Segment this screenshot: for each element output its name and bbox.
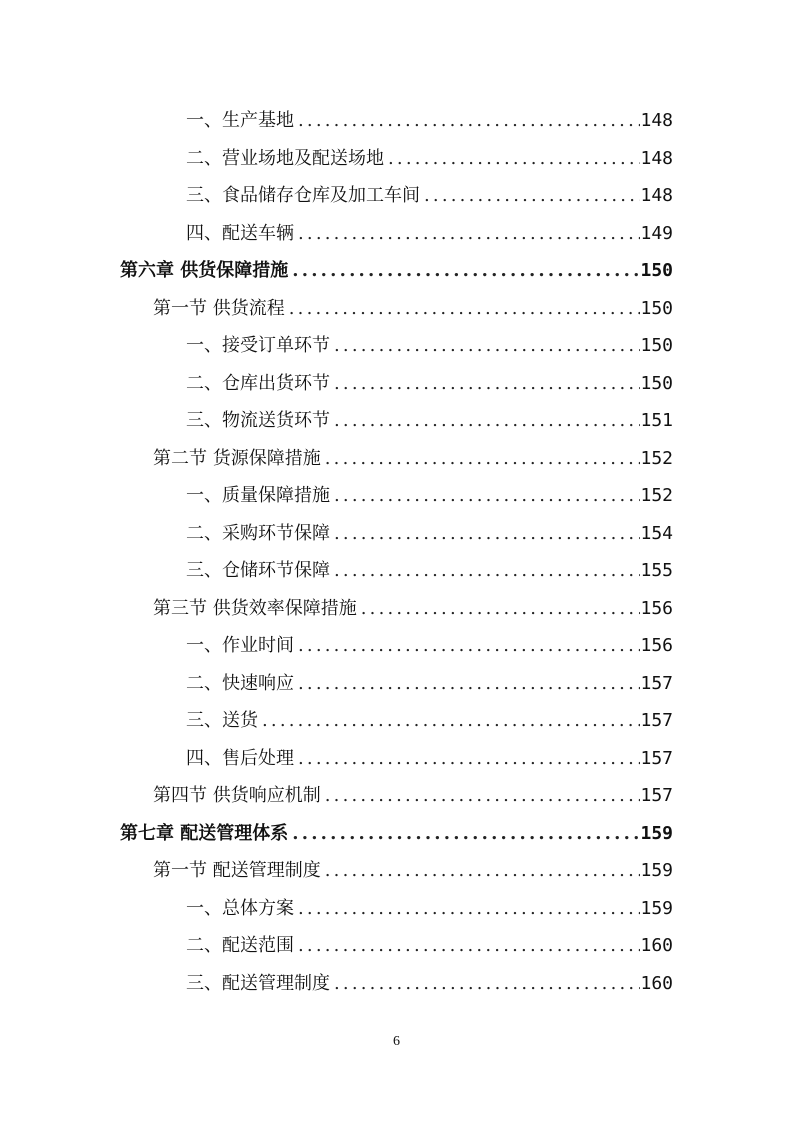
toc-entry-title: 三、送货 xyxy=(186,710,258,731)
table-of-contents xyxy=(0,102,793,1002)
toc-entry-title: 三、食品储存仓库及加工车间 xyxy=(186,185,420,206)
toc-dot-leader xyxy=(330,365,640,403)
toc-entry-page: 154 xyxy=(640,522,673,544)
toc-dot-leader xyxy=(330,327,640,365)
toc-entry-page: 150 xyxy=(640,260,673,281)
toc-entry-title: 一、接受订单环节 xyxy=(186,335,330,356)
toc-entry-title: 二、营业场地及配送场地 xyxy=(186,147,384,169)
toc-entry-page: 160 xyxy=(640,935,673,956)
toc-section-entry[interactable] xyxy=(0,590,793,628)
toc-entry[interactable] xyxy=(0,477,793,515)
toc-entry[interactable] xyxy=(0,102,793,140)
toc-dot-leader xyxy=(294,102,640,140)
toc-dot-leader xyxy=(321,440,641,478)
toc-entry-page: 159 xyxy=(640,897,673,919)
toc-entry-page: 157 xyxy=(640,672,673,694)
toc-entry-page: 156 xyxy=(640,597,673,619)
toc-entry-title: 一、生产基地 xyxy=(186,110,294,131)
toc-entry-title: 二、采购环节保障 xyxy=(186,522,330,544)
toc-entry-page: 155 xyxy=(640,560,673,581)
toc-entry-title: 第一节 供货流程 xyxy=(153,297,285,319)
toc-dot-leader xyxy=(258,702,640,740)
toc-dot-leader xyxy=(384,140,640,178)
toc-entry-page: 160 xyxy=(640,972,673,994)
toc-dot-leader xyxy=(294,627,640,665)
toc-dot-leader xyxy=(330,477,640,515)
toc-entry[interactable] xyxy=(0,402,793,440)
toc-entry-title: 三、物流送货环节 xyxy=(186,410,330,431)
toc-dot-leader xyxy=(330,515,640,553)
toc-entry-page: 149 xyxy=(640,222,673,244)
toc-entry-title: 四、售后处理 xyxy=(186,747,294,769)
toc-entry-page: 157 xyxy=(640,747,673,769)
toc-dot-leader xyxy=(330,965,640,1003)
toc-section-entry[interactable] xyxy=(0,852,793,890)
toc-entry-page: 157 xyxy=(640,785,673,806)
toc-dot-leader xyxy=(321,777,641,815)
toc-entry-title: 第六章 供货保障措施 xyxy=(120,260,289,281)
toc-entry[interactable] xyxy=(0,215,793,253)
toc-entry-title: 二、仓库出货环节 xyxy=(186,372,330,394)
toc-entry[interactable] xyxy=(0,627,793,665)
toc-entry-page: 159 xyxy=(640,822,673,844)
toc-entry-page: 150 xyxy=(640,297,673,319)
toc-entry-page: 148 xyxy=(640,147,673,169)
toc-entry-title: 第七章 配送管理体系 xyxy=(120,822,289,844)
toc-entry[interactable] xyxy=(0,365,793,403)
toc-entry-title: 四、配送车辆 xyxy=(186,222,294,244)
toc-entry[interactable] xyxy=(0,177,793,215)
toc-entry-page: 156 xyxy=(640,635,673,656)
toc-dot-leader xyxy=(288,815,640,853)
toc-entry-title: 三、配送管理制度 xyxy=(186,972,330,994)
toc-entry-title: 三、仓储环节保障 xyxy=(186,560,330,581)
toc-entry-page: 151 xyxy=(640,410,673,431)
page-number: 6 xyxy=(393,1034,400,1049)
toc-chapter-entry[interactable] xyxy=(0,815,793,853)
toc-entry-title: 一、作业时间 xyxy=(186,635,294,656)
toc-dot-leader xyxy=(420,177,640,215)
toc-entry-page: 148 xyxy=(640,185,673,206)
toc-entry[interactable] xyxy=(0,552,793,590)
toc-entry[interactable] xyxy=(0,965,793,1003)
toc-dot-leader xyxy=(330,402,640,440)
toc-entry-title: 一、质量保障措施 xyxy=(186,485,330,506)
toc-dot-leader xyxy=(294,927,640,965)
toc-entry-title: 第一节 配送管理制度 xyxy=(153,860,321,881)
toc-entry[interactable] xyxy=(0,515,793,553)
toc-entry-title: 一、总体方案 xyxy=(186,897,294,919)
toc-dot-leader xyxy=(285,290,641,328)
toc-entry[interactable] xyxy=(0,740,793,778)
toc-entry[interactable] xyxy=(0,927,793,965)
toc-dot-leader xyxy=(294,740,640,778)
toc-entry-page: 157 xyxy=(640,710,673,731)
toc-entry-page: 150 xyxy=(640,372,673,394)
toc-dot-leader xyxy=(330,552,640,590)
toc-entry-page: 159 xyxy=(640,860,673,881)
toc-section-entry[interactable] xyxy=(0,777,793,815)
toc-entry-title: 第二节 货源保障措施 xyxy=(153,447,321,469)
toc-section-entry[interactable] xyxy=(0,290,793,328)
toc-entry[interactable] xyxy=(0,665,793,703)
toc-entry-page: 148 xyxy=(640,110,673,131)
toc-entry-title: 二、配送范围 xyxy=(186,935,294,956)
toc-entry[interactable] xyxy=(0,327,793,365)
toc-entry[interactable] xyxy=(0,140,793,178)
toc-entry[interactable] xyxy=(0,890,793,928)
toc-entry-title: 第三节 供货效率保障措施 xyxy=(153,597,357,619)
toc-dot-leader xyxy=(357,590,641,628)
toc-dot-leader xyxy=(321,852,641,890)
toc-entry-title: 第四节 供货响应机制 xyxy=(153,785,321,806)
toc-dot-leader xyxy=(294,665,640,703)
toc-dot-leader xyxy=(288,252,640,290)
toc-entry-page: 152 xyxy=(640,447,673,469)
toc-chapter-entry[interactable] xyxy=(0,252,793,290)
toc-entry-page: 150 xyxy=(640,335,673,356)
toc-dot-leader xyxy=(294,890,640,928)
toc-entry[interactable] xyxy=(0,702,793,740)
toc-entry-page: 152 xyxy=(640,485,673,506)
toc-section-entry[interactable] xyxy=(0,440,793,478)
toc-dot-leader xyxy=(294,215,640,253)
toc-entry-title: 二、快速响应 xyxy=(186,672,294,694)
